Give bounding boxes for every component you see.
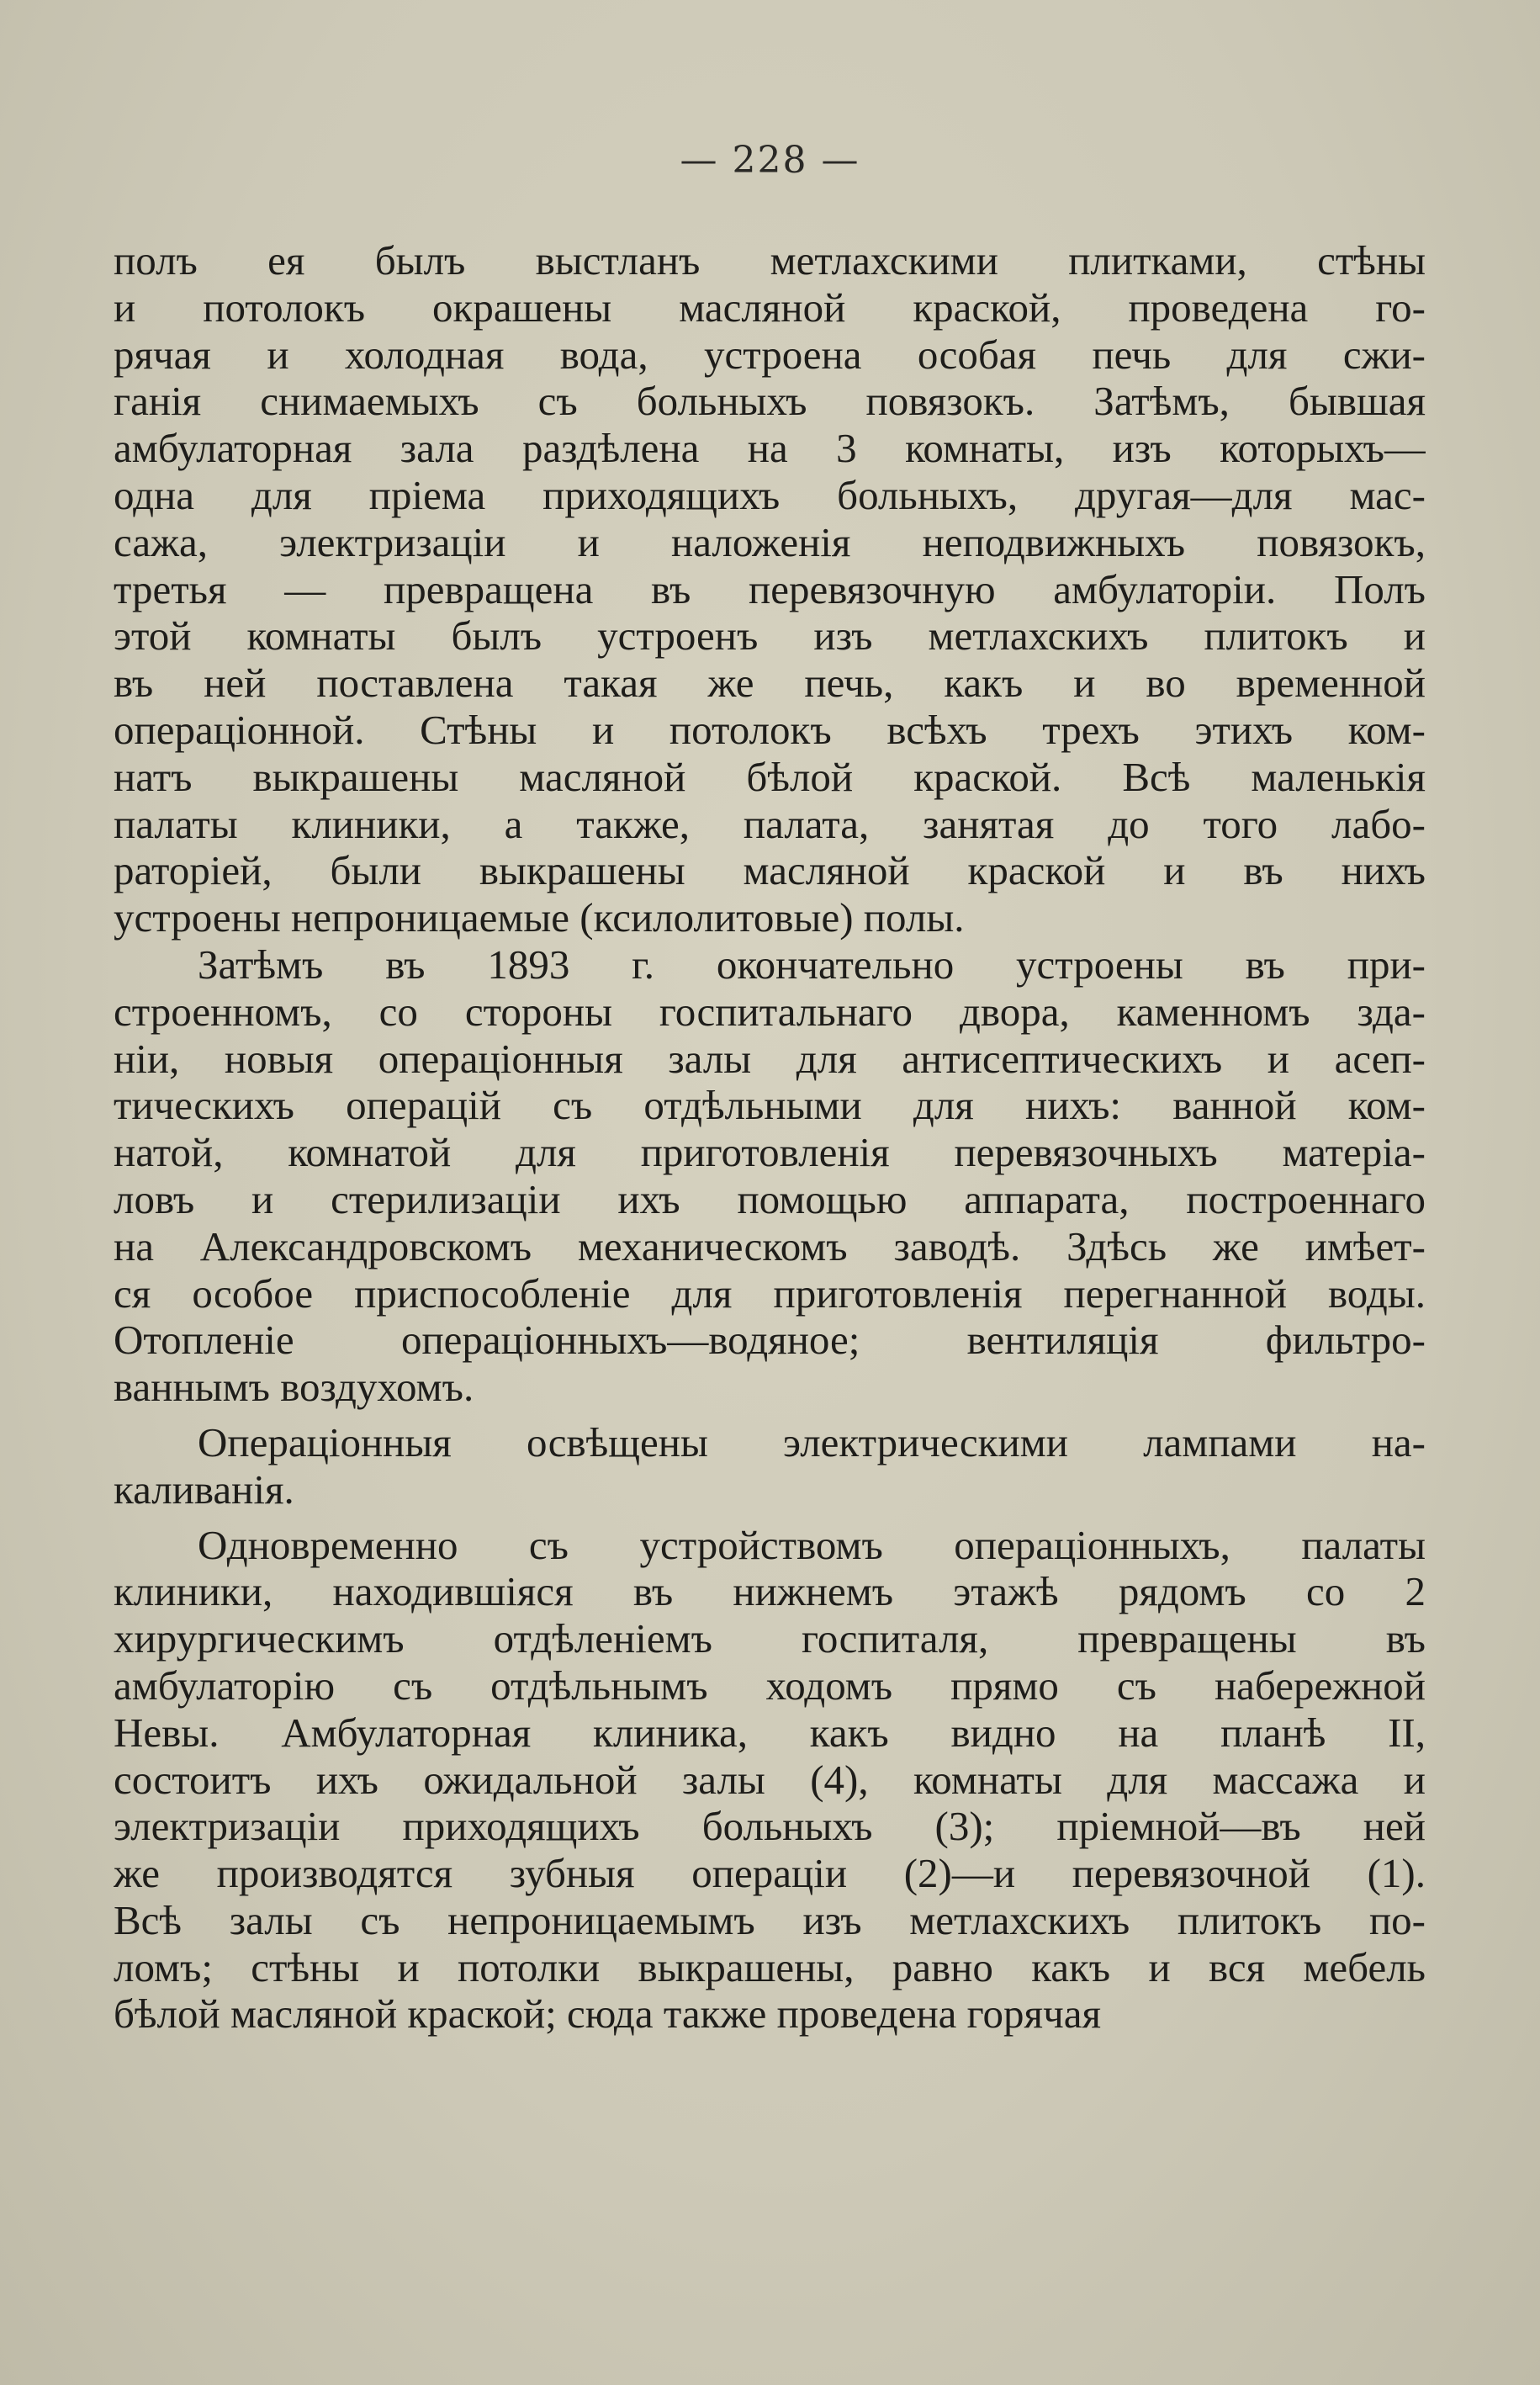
page-number: — 228 — xyxy=(680,139,860,182)
text-body xyxy=(114,237,1426,2038)
text-line: натой, комнатой для приготовленія перевязочныхъ матеріа- xyxy=(114,1129,1426,1176)
text-line: Затѣмъ въ 1893 г. окончательно устроены въ при- xyxy=(198,941,1426,988)
text-line: рячая и холодная вода, устроена особая печь для сжи- xyxy=(114,331,1426,378)
text-line: Операціонныя освѣщены электрическими лампами на- xyxy=(198,1418,1426,1465)
paragraph-4 xyxy=(114,1522,1426,2038)
text-line: строенномъ, со стороны госпитальнаго двора, каменномъ зда- xyxy=(114,988,1426,1035)
text-line: третья — превращена въ перевязочную амбулаторіи. Полъ xyxy=(114,565,1426,612)
text-line: натъ выкрашены масляной бѣлой краской. Всѣ маленькія xyxy=(114,753,1426,800)
text-line: тическихъ операцій съ отдѣльными для нихъ: ванной ком- xyxy=(114,1082,1426,1129)
text-line: и потолокъ окрашены масляной краской, проведена го- xyxy=(114,284,1426,331)
text-line: въ ней поставлена такая же печь, какъ и во временной xyxy=(114,660,1426,707)
paragraph-2 xyxy=(114,941,1426,1411)
text-line: ся особое приспособленіе для приготовленія перегнанной воды. xyxy=(114,1269,1426,1317)
text-line: ломъ; стѣны и потолки выкрашены, равно какъ и вся мебель xyxy=(114,1943,1426,1990)
text-line: палаты клиники, а также, палата, занятая до того лабо- xyxy=(114,800,1426,847)
paragraph-spacer xyxy=(114,1411,1426,1419)
text-line: устроены непроницаемые (ксилолитовые) полы. xyxy=(114,894,965,941)
text-line: ваннымъ воздухомъ. xyxy=(114,1364,474,1411)
text-line: полъ ея былъ выстланъ метлахскими плитками, стѣны xyxy=(114,237,1426,284)
text-line: ловъ и стерилизаціи ихъ помощью аппарата, построеннаго xyxy=(114,1175,1426,1222)
text-line: сажа, электризаціи и наложенія неподвижныхъ повязокъ, xyxy=(114,518,1426,565)
text-line: этой комнаты былъ устроенъ изъ метлахскихъ плитокъ и xyxy=(114,612,1426,660)
text-line: хирургическимъ отдѣленіемъ госпиталя, превращены въ xyxy=(114,1615,1426,1662)
text-line: Всѣ залы съ непроницаемымъ изъ метлахскихъ плитокъ по- xyxy=(114,1896,1426,1943)
text-line: амбулаторная зала раздѣлена на 3 комнаты, изъ которыхъ— xyxy=(114,425,1426,472)
text-line: Отопленіе операціонныхъ—водяное; вентиляція фильтро- xyxy=(114,1317,1426,1364)
text-line: на Александровскомъ механическомъ заводѣ. Здѣсь же имѣет- xyxy=(114,1222,1426,1269)
text-line: Невы. Амбулаторная клиника, какъ видно на планѣ II, xyxy=(114,1709,1426,1756)
text-line: ніи, новыя операціонныя залы для антисептическихъ и асеп- xyxy=(114,1035,1426,1082)
paragraph-3 xyxy=(114,1419,1426,1513)
text-line: электризаціи приходящихъ больныхъ (3); пріемной—въ ней xyxy=(114,1803,1426,1850)
text-line: клиники, находившіяся въ нижнемъ этажѣ рядомъ со 2 xyxy=(114,1568,1426,1615)
paragraph-1 xyxy=(114,237,1426,941)
text-line: операціонной. Стѣны и потолокъ всѣхъ трехъ этихъ ком- xyxy=(114,706,1426,753)
text-line: Одновременно съ устройствомъ операціонныхъ, палаты xyxy=(198,1521,1426,1568)
text-line: ганія снимаемыхъ съ больныхъ повязокъ. Затѣмъ, бывшая xyxy=(114,378,1426,425)
text-line: каливанія. xyxy=(114,1465,294,1513)
text-line: же производятся зубныя операціи (2)—и перевязочной (1). xyxy=(114,1850,1426,1897)
text-line: состоитъ ихъ ожидальной залы (4), комнаты для массажа и xyxy=(114,1756,1426,1803)
text-line: амбулаторію съ отдѣльнымъ ходомъ прямо съ набережной xyxy=(114,1662,1426,1709)
text-line: бѣлой масляной краской; сюда также проведена горячая xyxy=(114,1990,1102,2038)
text-line: раторіей, были выкрашены масляной краской и въ нихъ xyxy=(114,847,1426,894)
text-line: одна для пріема приходящихъ больныхъ, другая—для мас- xyxy=(114,471,1426,518)
paragraph-spacer xyxy=(114,1513,1426,1522)
